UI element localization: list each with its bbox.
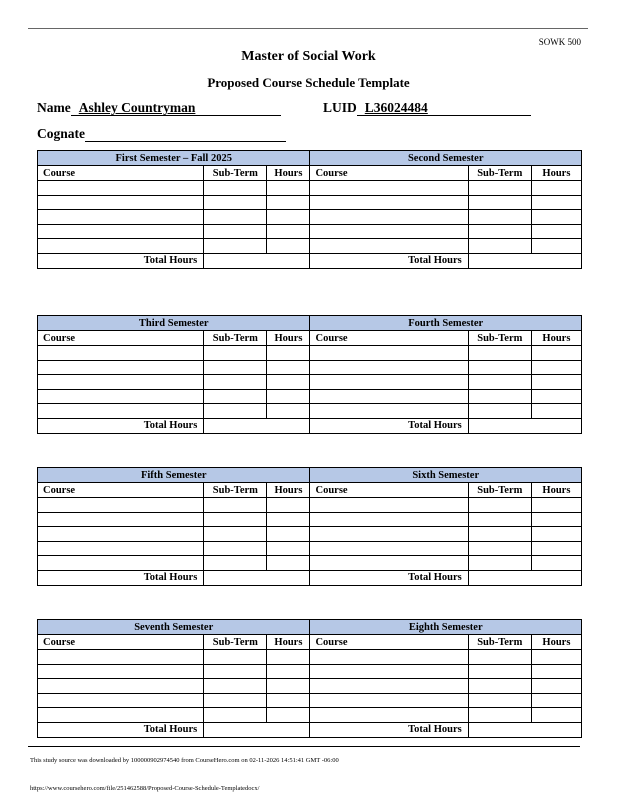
- total-hours-label: Total Hours: [38, 722, 204, 737]
- course-column-header: Course: [310, 483, 468, 498]
- entry-cell[interactable]: [310, 527, 468, 542]
- semester-table: [37, 467, 582, 586]
- total-hours-label: Total Hours: [38, 253, 204, 268]
- luid-line[interactable]: [357, 101, 531, 116]
- entry-cell[interactable]: [531, 512, 581, 527]
- hours-column-header: Hours: [531, 483, 581, 498]
- table-row: [38, 541, 582, 556]
- entry-cell[interactable]: [204, 650, 267, 665]
- total-hours-label: Total Hours: [310, 722, 468, 737]
- entry-cell[interactable]: [310, 389, 468, 404]
- entry-cell[interactable]: [531, 239, 581, 254]
- entry-cell[interactable]: [310, 512, 468, 527]
- table-row: [38, 404, 582, 419]
- entry-cell[interactable]: [310, 498, 468, 513]
- entry-cell[interactable]: [310, 360, 468, 375]
- entry-cell[interactable]: [531, 195, 581, 210]
- entry-cell[interactable]: [38, 541, 204, 556]
- table-row: [38, 195, 582, 210]
- table-row: [38, 664, 582, 679]
- document-subtitle: Proposed Course Schedule Template: [207, 75, 410, 90]
- entry-cell[interactable]: [267, 346, 310, 361]
- entry-cell[interactable]: [204, 224, 267, 239]
- entry-cell[interactable]: [38, 239, 204, 254]
- entry-cell[interactable]: [267, 650, 310, 665]
- entry-cell[interactable]: [468, 679, 531, 694]
- entry-cell[interactable]: [310, 541, 468, 556]
- table-row: [38, 375, 582, 390]
- total-hours-cell[interactable]: [468, 722, 581, 737]
- entry-cell[interactable]: [468, 512, 531, 527]
- entry-cell[interactable]: [38, 404, 204, 419]
- sub-term-column-header: Sub-Term: [468, 331, 531, 346]
- table-row: [38, 498, 582, 513]
- entry-cell[interactable]: [531, 360, 581, 375]
- entry-cell[interactable]: [531, 527, 581, 542]
- entry-cell[interactable]: [204, 210, 267, 225]
- table-row: [38, 360, 582, 375]
- entry-cell[interactable]: [38, 693, 204, 708]
- name-value: Ashley Countryman: [78, 100, 196, 115]
- entry-cell[interactable]: [310, 650, 468, 665]
- luid-field: [323, 100, 531, 116]
- total-hours-cell[interactable]: [468, 418, 581, 433]
- entry-cell[interactable]: [310, 693, 468, 708]
- table-row: [38, 210, 582, 225]
- entry-cell[interactable]: [310, 404, 468, 419]
- hours-column-header: Hours: [531, 166, 581, 181]
- semester-heading-right: Sixth Semester: [310, 468, 582, 483]
- entry-cell[interactable]: [204, 181, 267, 196]
- entry-cell[interactable]: [267, 181, 310, 196]
- entry-cell[interactable]: [267, 498, 310, 513]
- entry-cell[interactable]: [204, 512, 267, 527]
- table-row: [38, 693, 582, 708]
- hours-column-header: Hours: [267, 483, 310, 498]
- total-hours-cell[interactable]: [204, 418, 310, 433]
- total-hours-label: Total Hours: [310, 570, 468, 585]
- entry-cell[interactable]: [531, 224, 581, 239]
- entry-cell[interactable]: [531, 404, 581, 419]
- entry-cell[interactable]: [38, 346, 204, 361]
- sub-term-column-header: Sub-Term: [204, 635, 267, 650]
- entry-cell[interactable]: [468, 556, 531, 571]
- name-field: [37, 100, 281, 116]
- entry-cell[interactable]: [531, 210, 581, 225]
- luid-value: L36024484: [364, 100, 428, 115]
- entry-cell[interactable]: [267, 210, 310, 225]
- total-hours-cell[interactable]: [468, 253, 581, 268]
- entry-cell[interactable]: [310, 375, 468, 390]
- entry-cell[interactable]: [267, 389, 310, 404]
- semester-heading-left: First Semester – Fall 2025: [38, 151, 310, 166]
- course-column-header: Course: [38, 635, 204, 650]
- entry-cell[interactable]: [468, 195, 531, 210]
- entry-cell[interactable]: [204, 346, 267, 361]
- entry-cell[interactable]: [267, 195, 310, 210]
- entry-cell[interactable]: [267, 664, 310, 679]
- entry-cell[interactable]: [468, 708, 531, 723]
- entry-cell[interactable]: [531, 708, 581, 723]
- entry-cell[interactable]: [204, 375, 267, 390]
- entry-cell[interactable]: [531, 679, 581, 694]
- entry-cell[interactable]: [38, 664, 204, 679]
- hours-column-header: Hours: [531, 635, 581, 650]
- table-row: [38, 239, 582, 254]
- table-row: [38, 527, 582, 542]
- document-title: Master of Social Work: [241, 49, 376, 64]
- entry-cell[interactable]: [38, 512, 204, 527]
- semester-heading-right: Fourth Semester: [310, 316, 582, 331]
- table-row: [38, 181, 582, 196]
- entry-cell[interactable]: [38, 360, 204, 375]
- entry-cell[interactable]: [531, 664, 581, 679]
- name-line[interactable]: [71, 101, 281, 116]
- entry-cell[interactable]: [267, 404, 310, 419]
- semester-heading-right: Eighth Semester: [310, 620, 582, 635]
- entry-cell[interactable]: [531, 375, 581, 390]
- entry-cell[interactable]: [468, 389, 531, 404]
- entry-cell[interactable]: [531, 498, 581, 513]
- entry-cell[interactable]: [267, 375, 310, 390]
- semester-heading-left: Seventh Semester: [38, 620, 310, 635]
- entry-cell[interactable]: [267, 679, 310, 694]
- semester-heading-right: Second Semester: [310, 151, 582, 166]
- table-row: [38, 512, 582, 527]
- entry-cell[interactable]: [38, 556, 204, 571]
- entry-cell[interactable]: [468, 346, 531, 361]
- entry-cell[interactable]: [267, 541, 310, 556]
- entry-cell[interactable]: [38, 708, 204, 723]
- entry-cell[interactable]: [531, 541, 581, 556]
- sub-term-column-header: Sub-Term: [204, 166, 267, 181]
- entry-cell[interactable]: [468, 360, 531, 375]
- source-url: https://www.coursehero.com/file/251462588/Proposed-Course-Schedule-Templatedocx/: [30, 785, 260, 792]
- entry-cell[interactable]: [38, 375, 204, 390]
- entry-cell[interactable]: [267, 708, 310, 723]
- entry-cell[interactable]: [468, 693, 531, 708]
- entry-cell[interactable]: [468, 375, 531, 390]
- semester-heading-left: Third Semester: [38, 316, 310, 331]
- entry-cell[interactable]: [531, 181, 581, 196]
- entry-cell[interactable]: [468, 239, 531, 254]
- total-hours-cell[interactable]: [204, 253, 310, 268]
- entry-cell[interactable]: [531, 346, 581, 361]
- entry-cell[interactable]: [267, 527, 310, 542]
- total-hours-label: Total Hours: [38, 570, 204, 585]
- hours-column-header: Hours: [531, 331, 581, 346]
- entry-cell[interactable]: [204, 360, 267, 375]
- entry-cell[interactable]: [38, 389, 204, 404]
- course-column-header: Course: [38, 331, 204, 346]
- entry-cell[interactable]: [267, 224, 310, 239]
- entry-cell[interactable]: [38, 224, 204, 239]
- semester-heading-left: Fifth Semester: [38, 468, 310, 483]
- entry-cell[interactable]: [204, 556, 267, 571]
- course-code: SOWK 500: [538, 37, 581, 47]
- semester-table: [37, 150, 582, 269]
- sub-term-column-header: Sub-Term: [204, 483, 267, 498]
- course-column-header: Course: [310, 635, 468, 650]
- source-notice: This study source was downloaded by 100000902974540 from CourseHero.com on 02-11-2026 14:51:41 GMT -06:00: [30, 757, 339, 764]
- table-row: [38, 650, 582, 665]
- sub-term-column-header: Sub-Term: [468, 483, 531, 498]
- entry-cell[interactable]: [267, 239, 310, 254]
- entry-cell[interactable]: [204, 679, 267, 694]
- entry-cell[interactable]: [468, 541, 531, 556]
- cognate-field: [37, 126, 286, 142]
- hours-column-header: Hours: [267, 331, 310, 346]
- footer-divider: [28, 746, 580, 747]
- table-row: [38, 224, 582, 239]
- entry-cell[interactable]: [38, 650, 204, 665]
- luid-label: LUID: [323, 100, 357, 115]
- total-hours-label: Total Hours: [310, 418, 468, 433]
- name-label: Name: [37, 100, 71, 115]
- entry-cell[interactable]: [267, 693, 310, 708]
- entry-cell[interactable]: [204, 693, 267, 708]
- course-column-header: Course: [310, 331, 468, 346]
- total-hours-label: Total Hours: [38, 418, 204, 433]
- sub-term-column-header: Sub-Term: [468, 635, 531, 650]
- entry-cell[interactable]: [531, 556, 581, 571]
- entry-cell[interactable]: [310, 224, 468, 239]
- entry-cell[interactable]: [204, 389, 267, 404]
- entry-cell[interactable]: [310, 556, 468, 571]
- entry-cell[interactable]: [468, 210, 531, 225]
- table-row: [38, 556, 582, 571]
- entry-cell[interactable]: [38, 527, 204, 542]
- sub-term-column-header: Sub-Term: [468, 166, 531, 181]
- course-column-header: Course: [38, 483, 204, 498]
- entry-cell[interactable]: [468, 498, 531, 513]
- top-divider: [28, 28, 588, 29]
- entry-cell[interactable]: [204, 527, 267, 542]
- table-row: [38, 346, 582, 361]
- entry-cell[interactable]: [310, 239, 468, 254]
- entry-cell[interactable]: [468, 664, 531, 679]
- entry-cell[interactable]: [204, 498, 267, 513]
- entry-cell[interactable]: [468, 527, 531, 542]
- course-column-header: Course: [38, 166, 204, 181]
- entry-cell[interactable]: [267, 360, 310, 375]
- entry-cell[interactable]: [204, 708, 267, 723]
- entry-cell[interactable]: [310, 195, 468, 210]
- entry-cell[interactable]: [204, 664, 267, 679]
- entry-cell[interactable]: [38, 181, 204, 196]
- table-row: [38, 708, 582, 723]
- cognate-label: Cognate: [37, 126, 85, 141]
- total-hours-cell[interactable]: [468, 570, 581, 585]
- entry-cell[interactable]: [38, 498, 204, 513]
- entry-cell[interactable]: [310, 181, 468, 196]
- hours-column-header: Hours: [267, 166, 310, 181]
- total-hours-cell[interactable]: [204, 722, 310, 737]
- entry-cell[interactable]: [204, 239, 267, 254]
- total-hours-cell[interactable]: [204, 570, 310, 585]
- entry-cell[interactable]: [204, 404, 267, 419]
- entry-cell[interactable]: [204, 195, 267, 210]
- hours-column-header: Hours: [267, 635, 310, 650]
- entry-cell[interactable]: [468, 650, 531, 665]
- entry-cell[interactable]: [310, 210, 468, 225]
- entry-cell[interactable]: [310, 679, 468, 694]
- entry-cell[interactable]: [204, 541, 267, 556]
- entry-cell[interactable]: [267, 512, 310, 527]
- course-column-header: Course: [310, 166, 468, 181]
- entry-cell[interactable]: [468, 404, 531, 419]
- entry-cell[interactable]: [468, 224, 531, 239]
- table-row: [38, 389, 582, 404]
- entry-cell[interactable]: [531, 389, 581, 404]
- entry-cell[interactable]: [310, 708, 468, 723]
- semester-table: [37, 619, 582, 738]
- sub-term-column-header: Sub-Term: [204, 331, 267, 346]
- entry-cell[interactable]: [468, 181, 531, 196]
- semester-table: [37, 315, 582, 434]
- cognate-line[interactable]: [85, 127, 286, 142]
- total-hours-label: Total Hours: [310, 253, 468, 268]
- entry-cell[interactable]: [531, 650, 581, 665]
- entry-cell[interactable]: [267, 556, 310, 571]
- table-row: [38, 679, 582, 694]
- entry-cell[interactable]: [310, 664, 468, 679]
- entry-cell[interactable]: [38, 679, 204, 694]
- entry-cell[interactable]: [531, 693, 581, 708]
- entry-cell[interactable]: [310, 346, 468, 361]
- entry-cell[interactable]: [38, 210, 204, 225]
- entry-cell[interactable]: [38, 195, 204, 210]
